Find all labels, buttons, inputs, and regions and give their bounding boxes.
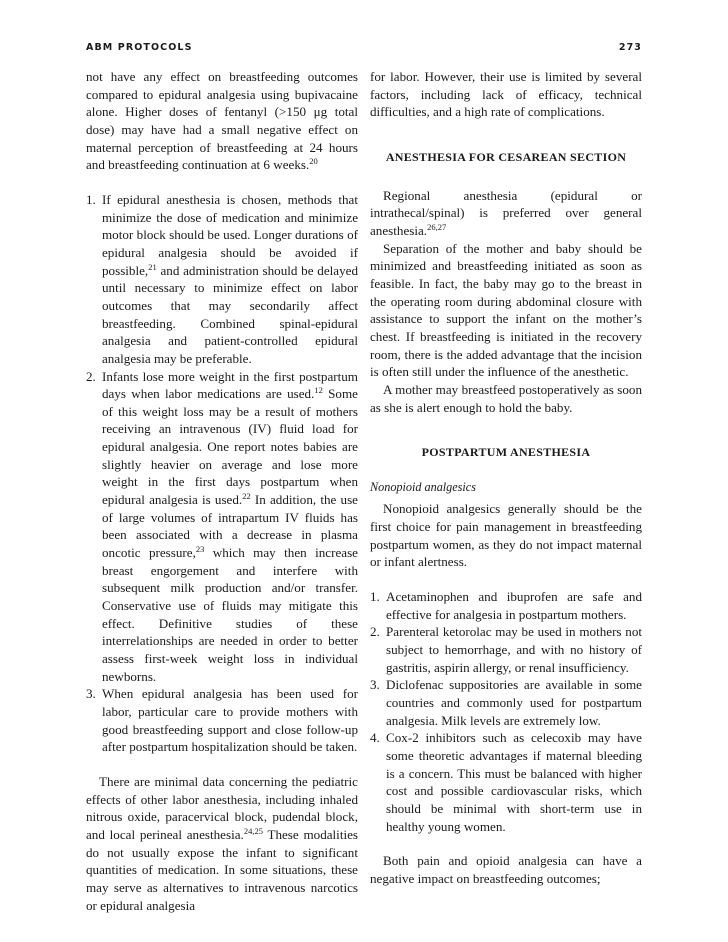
list-number: 3. (370, 677, 380, 693)
separation-paragraph: Separation of the mother and baby should be minimized and breastfeeding initiated as soon as feasible. In fact, the baby may go to the breast in the operating room during abdominal closure with assistance to support the infant on the mother’s chest. If breastfeeding is initiated in the recovery room, there is the added advantage that the incision is often still under the influence of the anesthetic. (370, 240, 642, 380)
continuation-paragraph: for labor. However, their use is limited by several factors, including lack of efficacy, technical difficulties, and a high rate of complications. (370, 69, 642, 120)
citation: 12 (314, 385, 323, 396)
spacer (370, 571, 642, 588)
citation: 22 (242, 491, 251, 502)
list-number: 4. (370, 730, 380, 746)
section-heading-cesarean: ANESTHESIA FOR CESAREAN SECTION (385, 149, 627, 164)
list-item: 4. Cox-2 inhibitors such as celecoxib may have some theoretic advantages if maternal bleeding is a concern. This must be balanced with higher cost and possible cardiovascular risks, which should be minimal with short-term use in healthy young women. (370, 730, 642, 834)
section-heading-postpartum: POSTPARTUM ANESTHESIA (421, 445, 591, 460)
spacer (370, 416, 642, 444)
left-column (86, 68, 358, 914)
postoperative-paragraph: A mother may breastfeed postoperatively as soon as she is alert enough to hold the baby. (370, 381, 642, 415)
spacer (370, 167, 642, 187)
spacer (370, 121, 642, 149)
epidural-recommendations-list (86, 191, 358, 756)
page-number: 273 (618, 42, 642, 53)
subsection-heading-nonopioid: Nonopioid analgesics (370, 479, 476, 494)
list-item: 3. Diclofenac suppositories are available in some countries and commonly used for postpartum analgesia. Milk levels are extremely low. (370, 677, 642, 728)
nonopioid-list (370, 588, 642, 835)
list-number: 2. (86, 368, 96, 384)
list-number: 2. (370, 624, 380, 640)
right-column (370, 68, 642, 888)
citation: 20 (309, 156, 318, 167)
regional-anesthesia-paragraph: Regional anesthesia (epidural or intrathecal/spinal) is preferred over general anesthesia.$^{26,27}$ (370, 187, 642, 238)
citation: 26,27 (427, 221, 447, 232)
intro-paragraph: not have any effect on breastfeeding outcomes compared to epidural analgesia using bupivacaine alone. Higher doses of fentanyl (>150 μg total dose) may have had a small negative effect on maternal perception of breastfeeding at 24 hours and breastfeeding continuation at 6 weeks.$^{20}$ (86, 69, 358, 173)
journal-title: ABM PROTOCOLS (86, 42, 193, 53)
list-item: 3. When epidural analgesia has been used for labor, particular care to provide mothers with good breastfeeding support and close follow-up after postpartum hospitalization should be taken. (86, 686, 358, 755)
list-number: 1. (370, 589, 380, 605)
list-number: 3. (86, 686, 96, 702)
running-header (86, 42, 642, 53)
spacer (370, 835, 642, 852)
spacer (370, 462, 642, 479)
nonopioid-paragraph: Nonopioid analgesics generally should be the first choice for pain management in breastfeeding postpartum women, as they do not impact maternal or infant alertness. (370, 501, 642, 570)
spacer (86, 756, 358, 773)
list-item: 2. Parenteral ketorolac may be used in mothers not subject to hemorrhage, and with no history of gastritis, aspirin allergy, or renal insufficiency. (370, 624, 642, 675)
spacer (86, 174, 358, 191)
list-item: 2. Infants lose more weight in the first postpartum days when labor medications are used.$^{12}$ Some of this weight loss may be a result of mothers receiving an intravenous (IV) fluid load for epidural analgesia. One report notes babies are slightly heavier on average and lose more weight in the first days postpartum when epidural analgesia is used.$^{22}$ In addition, the use of large volumes of intrapartum IV fluids has been associated with a decrease in plasma oncotic pressure,$^{23}$ which may then increase breast engorgement and interfere with subsequent milk production and/or transfer. Conservative use of fluids may mitigate this effect. Definitive studies of these interrelationships are needed in order to better assess first-week weight loss in individual newborns. (86, 368, 358, 684)
citation: 23 (195, 544, 205, 555)
list-item: 1. Acetaminophen and ibuprofen are safe and effective for analgesia in postpartum mothers. (370, 589, 642, 622)
list-number: 1. (86, 191, 96, 207)
other-anesthesia-paragraph: There are minimal data concerning the pediatric effects of other labor anesthesia, including inhaled nitrous oxide, paracervical block, pudendal block, and local perineal anesthesia.$^{24,25}$ These modalities do not usually expose the infant to significant quantities of medication. In some situations, these may serve as alternatives to intravenous narcotics or epidural analgesia (86, 773, 359, 913)
citation: 21 (148, 261, 157, 272)
citation: 24,25 (243, 825, 263, 836)
final-paragraph: Both pain and opioid analgesia can have a negative impact on breastfeeding outcomes; (370, 853, 642, 886)
list-item: 1. If epidural anesthesia is chosen, methods that minimize the dose of medication and minimize motor block should be used. Longer durations of epidural analgesia should be avoided if possible,$^{21}$ and administration should be delayed until necessary to minimize effect on labor outcomes that may secondarily affect breastfeeding. Combined spinal-epidural analgesia and patient-controlled epidural analgesia may be preferable. (86, 191, 358, 366)
